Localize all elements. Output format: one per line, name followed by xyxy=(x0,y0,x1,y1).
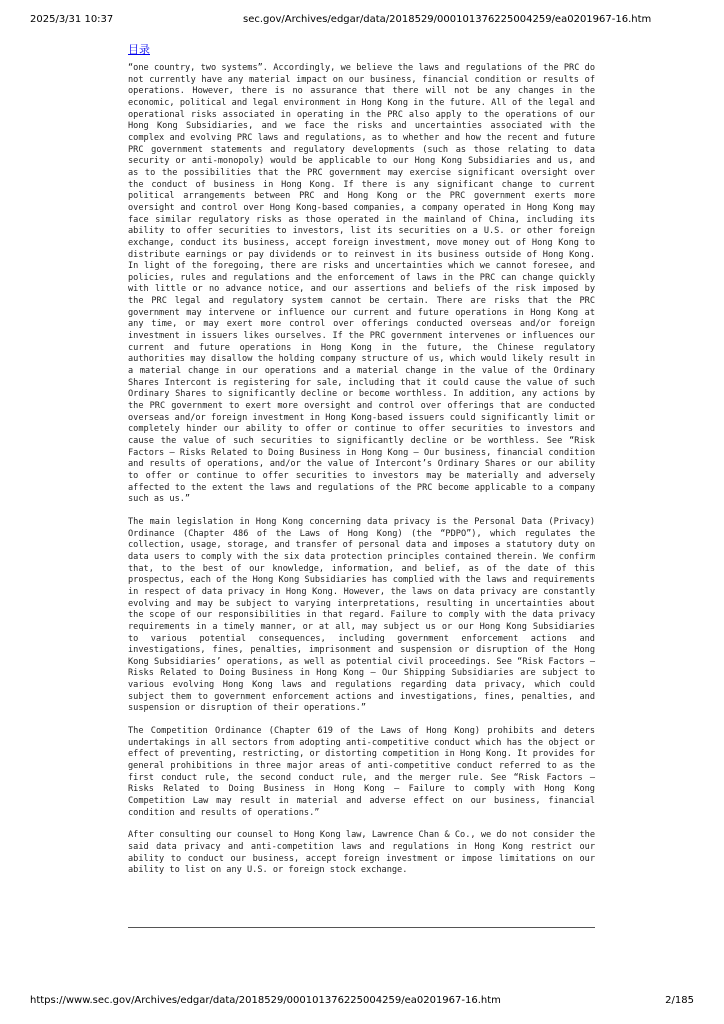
document-body xyxy=(128,63,595,888)
paragraph-data-privacy: The main legislation in Hong Kong concerning data privacy is the Personal Data (Privacy) Ordinance (Chapter 486 of the Laws of Hong Kong) (the “PDPO”), which regulates the collection, usage, storage, and transfer of personal data and imposes a statutory duty on data users to comply with the six data protection principles contained therein. We confirm that, to the best of our knowledge, information, and belief, as of the date of this prospectus, each of the Hong Kong Subsidiaries has complied with the laws and requirements in respect of data privacy in Hong Kong. However, the laws on data privacy are constantly evolving and may be subject to varying interpretations, resulting in uncertainties about the scope of our responsibilities in that regard. Failure to comply with the data privacy requirements in a timely manner, or at all, may subject us or our Hong Kong Subsidiaries to various potential consequences, including government enforcement actions and investigations, fines, penalties, imprisonment and suspension or disruption of the Hong Kong Subsidiaries’ operations, as well as potential civil proceedings. See “Risk Factors — Risks Related to Doing Business in Hong Kong — Our Shipping Subsidiaries are subject to various evolving Hong Kong laws and regulations regarding data privacy, which could subject them to government enforcement actions and investigations, fines, penalties, and suspension or disruption of their operations.” xyxy=(128,516,595,714)
print-page-number: 2/185 xyxy=(665,995,694,1006)
section-divider xyxy=(128,927,595,928)
paragraph-counsel-opinion: After consulting our counsel to Hong Kong law, Lawrence Chan & Co., we do not consider the said data privacy and anti-competition laws and regulations in Hong Kong restrict our ability to conduct our business, accept foreign investment or impose limitations on our ability to list on any U.S. or foreign stock exchange. xyxy=(128,830,595,876)
print-datetime: 2025/3/31 10:37 xyxy=(30,14,114,25)
print-page-title: sec.gov/Archives/edgar/data/2018529/000101376225004259/ea0201967-16.htm xyxy=(243,14,652,25)
paragraph-prc-risks: “one country, two systems”. Accordingly, we believe the laws and regulations of the PRC do not currently have any material impact on our business, financial condition or results of operations. However, there is no assurance that there will not be any changes in the economic, political and legal environment in Hong Kong in the future. All of the legal and operational risks associated in operating in the PRC also apply to the operations of our Hong Kong Subsidiaries, and we face the risks and uncertainties associated with the complex and evolving PRC laws and regulations, as to whether and how the recent and future PRC government statements and regulatory developments (such as those relating to data security or anti-monopoly) would be applicable to our Hong Kong Subsidiaries and us, and as to the possibilities that the PRC government may exercise significant oversight over the conduct of business in Hong Kong. If there is any significant change to current political arrangements between PRC and Hong Kong or the PRC government exerts more oversight and control over Hong Kong-based companies, a company operated in Hong Kong may face similar regulatory risks as those operated in the mainland of China, including its ability to offer securities to investors, list its securities on a U.S. or other foreign exchange, conduct its business, accept foreign investment, move money out of Hong Kong to distribute earnings or pay dividends or to reinvest in its business outside of Hong Kong. In light of the foregoing, there are risks and uncertainties which we cannot foresee, and policies, rules and regulations and the enforcement of laws in the PRC can change quickly with little or no advance notice, and our assertions and beliefs of the risk imposed by the PRC legal and regulatory system cannot be certain. There are risks that the PRC government may intervene or influence our current and future operations in Hong Kong at any time, or may exert more control over offerings conducted overseas and/or foreign investment in issuers likes ourselves. If the PRC government intervenes or influences our current and future operations in Hong Kong in the future, the Chinese regulatory authorities may disallow the holding company structure of us, which would likely result in a material change in our operations and a material change in the value of the Ordinary Shares Intercont is registering for sale, including that it could cause the value of such Ordinary Shares to significantly decline or become worthless. In addition, any actions by the PRC government to exert more oversight and control over offerings that are conducted overseas and/or foreign investment in Hong Kong-based issuers could significantly limit or completely hinder our ability to offer or continue to offer securities to investors and cause the value of such securities to significantly decline or be worthless. See “Risk Factors — Risks Related to Doing Business in Hong Kong — Our business, financial condition and results of operations, and/or the value of Intercont’s Ordinary Shares or our ability to offer or continue to offer securities to investors may be materially and adversely affected to the extent the laws and regulations of the PRC become applicable to a company such as us.” xyxy=(128,63,595,505)
print-url: https://www.sec.gov/Archives/edgar/data/2018529/000101376225004259/ea0201967-16.htm xyxy=(30,995,501,1006)
browser-print-header xyxy=(0,14,724,28)
paragraph-competition-ordinance: The Competition Ordinance (Chapter 619 of the Laws of Hong Kong) prohibits and deters undertakings in all sectors from adopting anti-competitive conduct which has the object or effect of preventing, restricting, or distorting competition in Hong Kong. It provides for general prohibitions in three major areas of anti-competitive conduct referred to as the first conduct rule, the second conduct rule, and the merger rule. See “Risk Factors — Risks Related to Doing Business in Hong Kong — Failure to comply with Hong Kong Competition Law may result in material and adverse effect on our business, financial condition and results of operations.” xyxy=(128,726,595,818)
browser-print-footer xyxy=(0,995,724,1009)
table-of-contents-link[interactable]: 目录 xyxy=(128,43,150,56)
